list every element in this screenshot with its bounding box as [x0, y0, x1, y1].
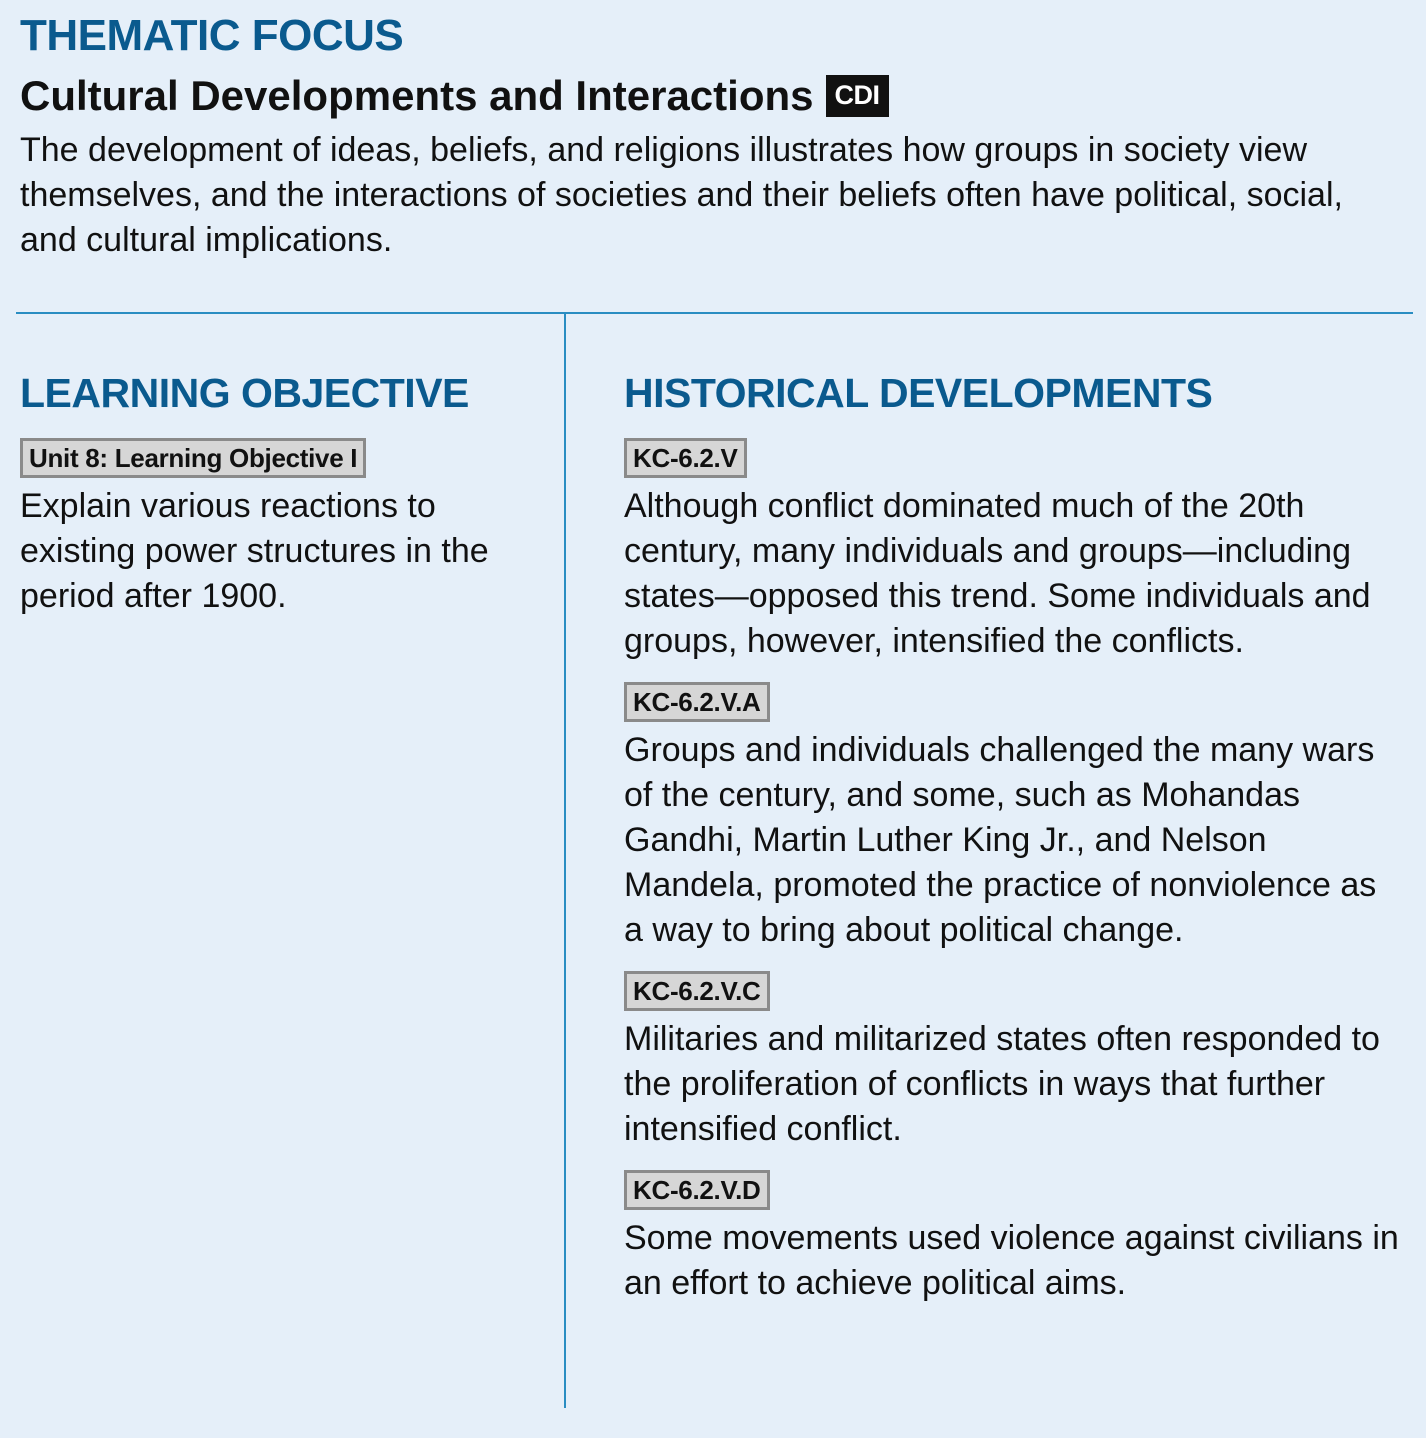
kc-tag: KC-6.2.V.D [624, 1170, 770, 1210]
kc-text: Although conflict dominated much of the 20th century, many individuals and groups—including states—opposed this trend. Some individuals and groups, however, intensified the conflicts. [624, 487, 1371, 660]
theme-badge: CDI [826, 75, 889, 117]
kc-item [624, 682, 1404, 953]
historical-developments-column [624, 368, 1404, 1324]
theme-title [20, 70, 889, 122]
kc-text: Groups and individuals challenged the many wars of the century, and some, such as Mohandas Gandhi, Martin Luther King Jr., and Nelson Mandela, promoted the practice of nonviolence as a way to bring about political change. [624, 731, 1377, 949]
learning-objective-heading: LEARNING OBJECTIVE [20, 370, 469, 416]
kc-text: Some movements used violence against civilians in an effort to achieve political aims. [624, 1219, 1399, 1302]
historical-developments-heading: HISTORICAL DEVELOPMENTS [624, 370, 1213, 416]
kc-item [624, 1170, 1404, 1306]
kc-tag: KC-6.2.V [624, 438, 747, 478]
vertical-divider [564, 314, 566, 1408]
kc-tag: KC-6.2.V.A [624, 682, 770, 722]
horizontal-divider [16, 312, 1413, 314]
theme-title-text: Cultural Developments and Interactions [20, 72, 814, 119]
learning-objective-column [20, 368, 540, 619]
learning-objective-text: Explain various reactions to existing power structures in the period after 1900. [20, 487, 489, 615]
kc-tag: KC-6.2.V.C [624, 971, 770, 1011]
theme-description: The development of ideas, beliefs, and religions illustrates how groups in society view themselves, and the interactions of societies and their beliefs often have political, social, and cultural implications. [20, 131, 1343, 259]
thematic-focus-label: THEMATIC FOCUS [20, 11, 404, 60]
kc-text: Militaries and militarized states often responded to the proliferation of conflicts in ways that further intensified conflict. [624, 1020, 1380, 1148]
learning-objective-tag: Unit 8: Learning Objective I [20, 438, 366, 478]
kc-item [624, 438, 1404, 664]
kc-item [624, 971, 1404, 1152]
